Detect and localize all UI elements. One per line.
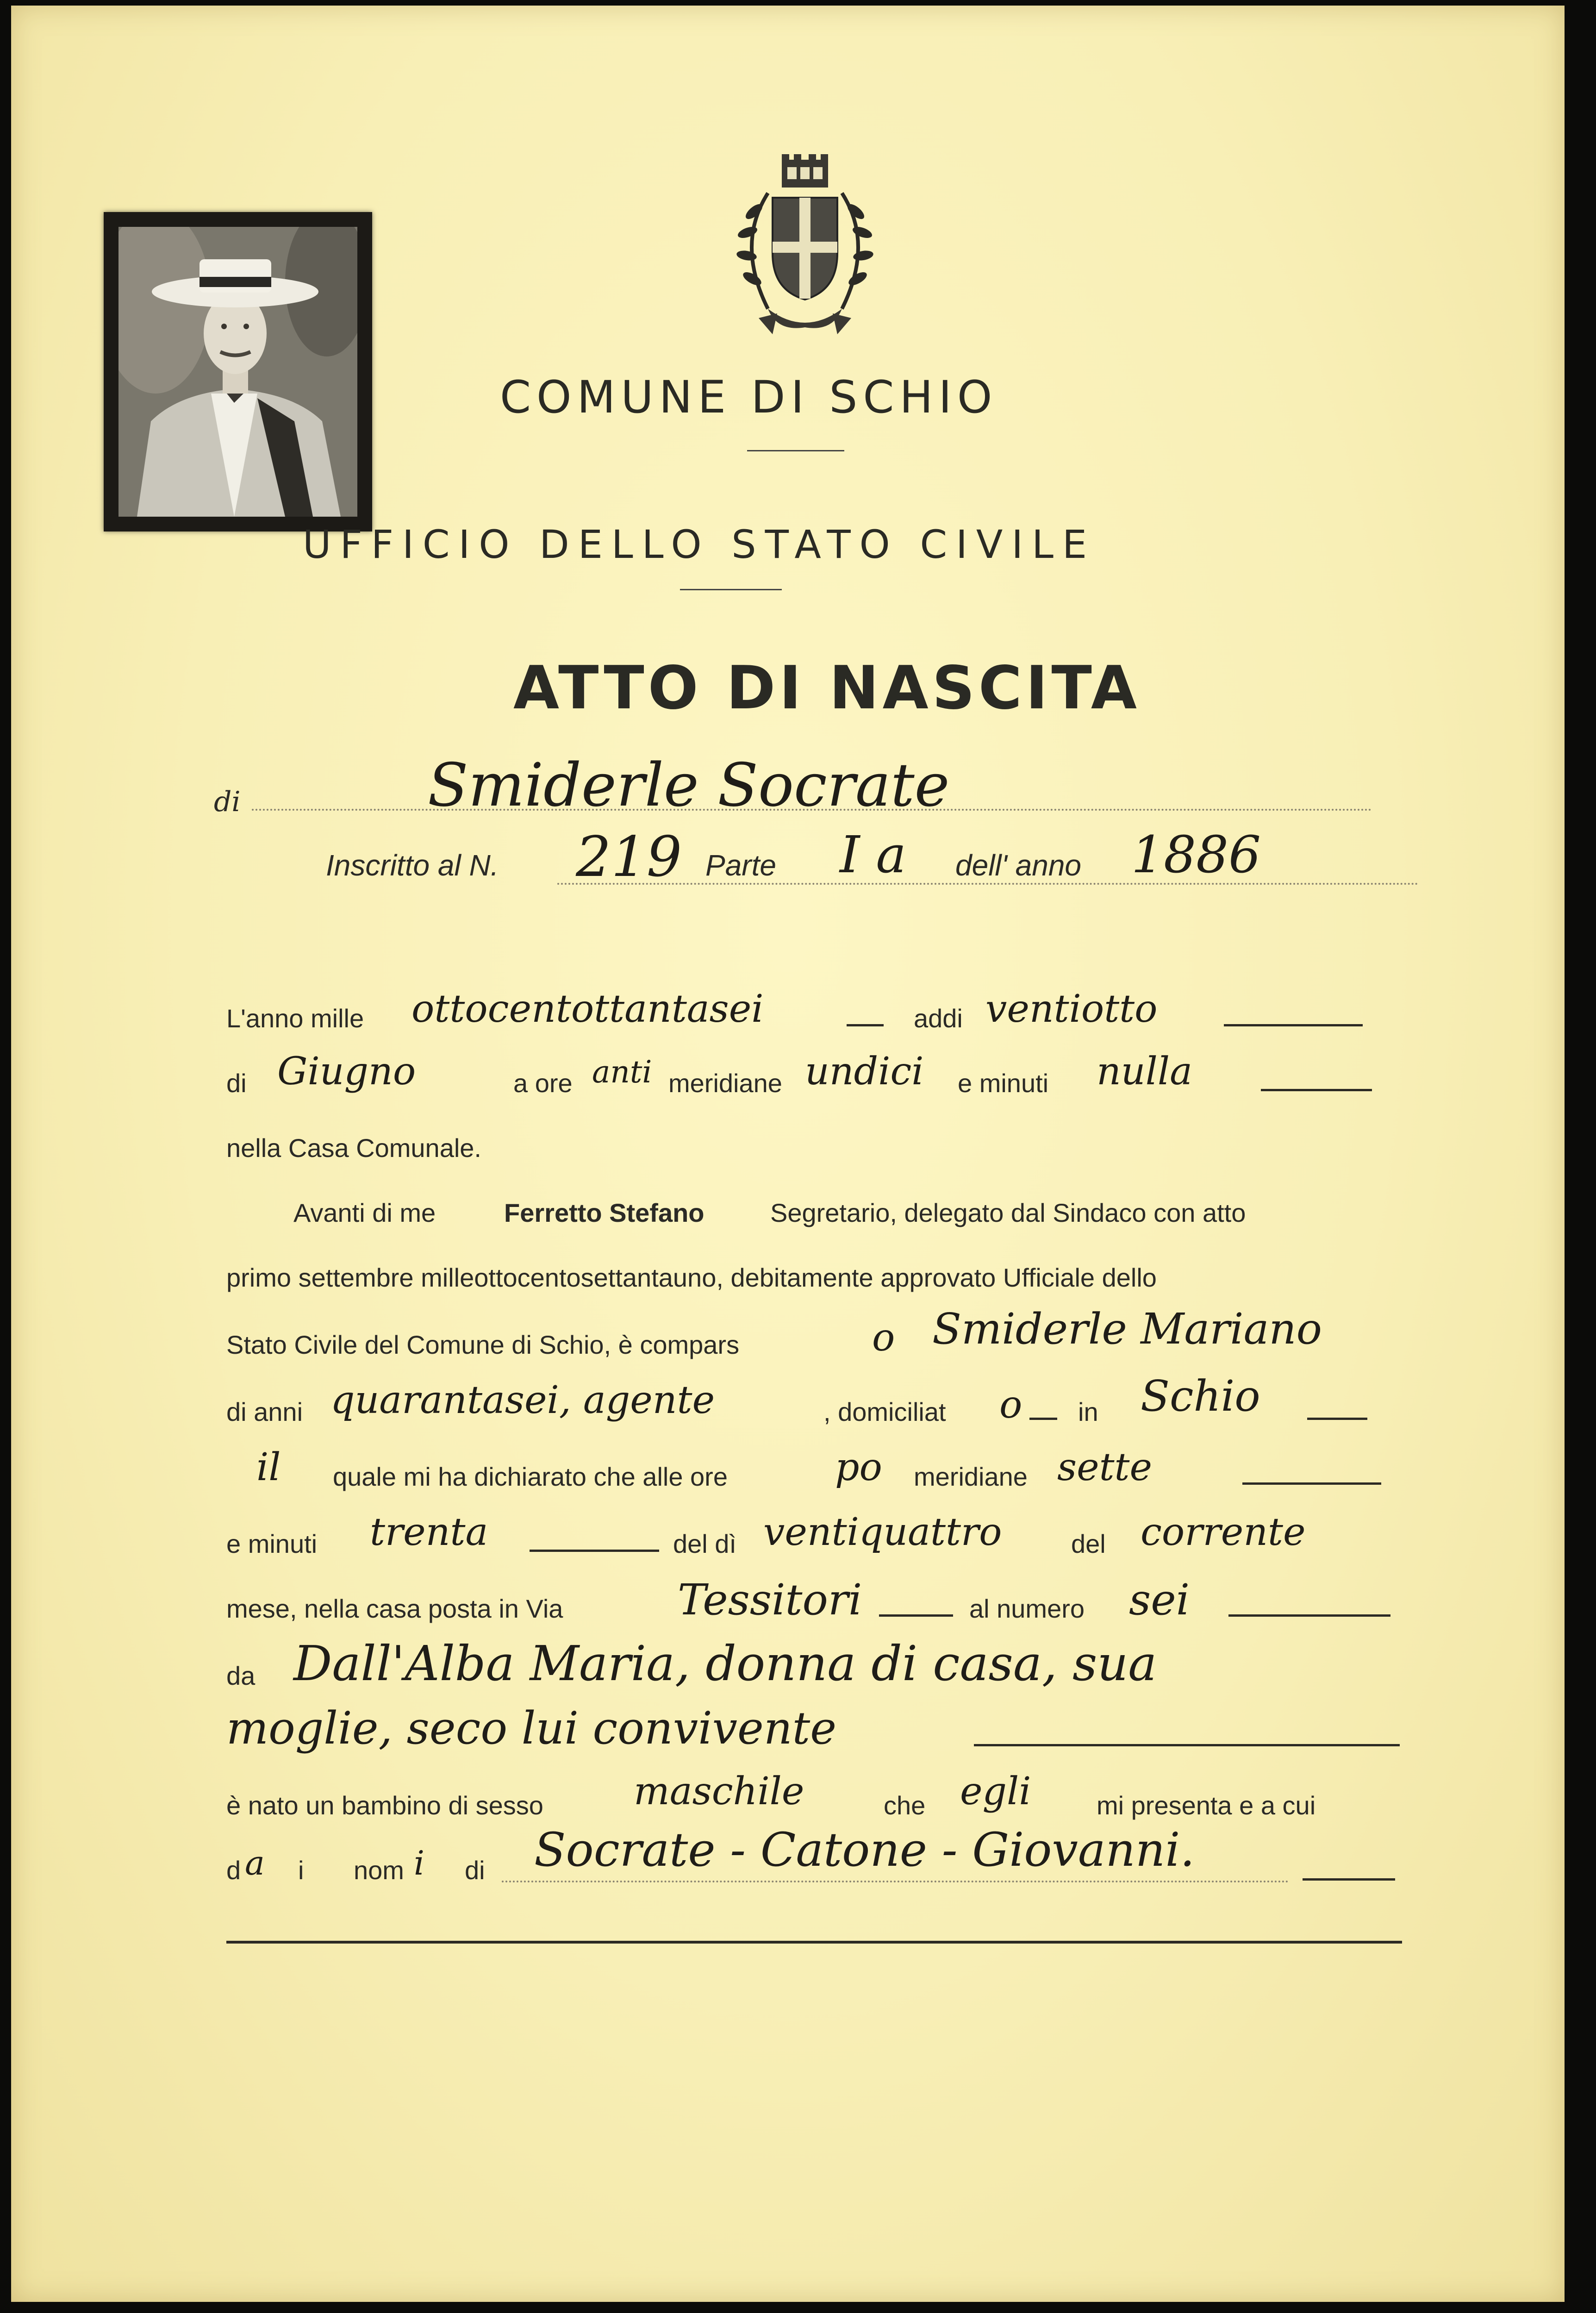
title-divider	[747, 450, 844, 451]
l1-hand-year: ottocentottantasei	[411, 987, 764, 1031]
l8-print-b: meridiane	[914, 1462, 1028, 1491]
l11-print: da	[226, 1661, 256, 1690]
l2-print-b: a ore	[513, 1069, 573, 1098]
anno-label: dell' anno	[955, 849, 1081, 882]
subject-name: Smiderle Socrate	[428, 751, 950, 820]
l1-hand-day: ventiotto	[985, 987, 1158, 1031]
portrait-figure	[118, 227, 357, 517]
l9-hand-min: trenta	[370, 1510, 488, 1554]
l8-hand-hour: sette	[1057, 1445, 1153, 1489]
l9-print-c: del	[1071, 1529, 1106, 1558]
l12-hand: moglie, seco lui convivente	[226, 1702, 837, 1754]
l10-print-a: mese, nella casa posta in Via	[226, 1594, 563, 1623]
l8-hand-il: il	[256, 1445, 281, 1489]
parte-label: Parte	[705, 849, 776, 882]
l14-print-a: d	[226, 1856, 241, 1885]
registration-number: 219	[576, 825, 682, 889]
l8-print-a: quale mi ha dichiarato che alle ore	[333, 1462, 728, 1491]
l4-print-a: Avanti di me	[293, 1198, 436, 1227]
parte-value: I a	[840, 825, 906, 884]
l6-hand-name: Smiderle Mariano	[932, 1304, 1322, 1354]
registration-year: 1886	[1131, 825, 1261, 884]
l9-print-a: e minuti	[226, 1529, 318, 1558]
l14-hand-a: a	[245, 1844, 265, 1882]
document-title: ATTO DI NASCITA	[513, 654, 1141, 723]
label-di: di	[214, 786, 241, 818]
coat-of-arms-crest	[717, 151, 893, 346]
l9-hand-day: ventiquattro	[763, 1510, 1002, 1554]
l2-print-d: e minuti	[958, 1069, 1049, 1098]
l14-hand-i: i	[414, 1844, 425, 1882]
l9-print-b: del dì	[673, 1529, 736, 1558]
l13-hand-egli: egli	[960, 1769, 1031, 1813]
l4-print-b: Segretario, delegato dal Sindaco con atto	[770, 1198, 1246, 1227]
l14-hand-names: Socrate - Catone - Giovanni.	[534, 1823, 1195, 1877]
portrait-photo	[104, 212, 372, 531]
l13-print-b: che	[884, 1791, 926, 1820]
l3-print: nella Casa Comunale.	[226, 1133, 481, 1163]
l7-print-c: in	[1078, 1397, 1098, 1426]
l1-print-a: L'anno mille	[226, 1004, 364, 1033]
closing-rule	[226, 1941, 1402, 1944]
l14-print-d: di	[465, 1856, 485, 1885]
l6-print: Stato Civile del Comune di Schio, è compars	[226, 1330, 740, 1359]
l7-hand-place: Schio	[1141, 1371, 1260, 1421]
paper-sheet	[11, 6, 1565, 2302]
l2-hand-hour: undici	[805, 1050, 924, 1094]
l7-hand-age: quarantasei, agente	[330, 1378, 715, 1422]
subtitle-divider	[680, 589, 782, 590]
l2-print-a: di	[226, 1069, 247, 1098]
l10-hand-num: sei	[1129, 1575, 1190, 1625]
l13-print-a: è nato un bambino di sesso	[226, 1791, 543, 1820]
l7-hand-o: o	[999, 1383, 1022, 1427]
l11-hand-mother: Dall'Alba Maria, donna di casa, sua	[293, 1635, 1157, 1692]
l6-hand-o: o	[872, 1316, 895, 1360]
l4-bold-name: Ferretto Stefano	[504, 1198, 704, 1227]
l9-hand-corrente: corrente	[1141, 1510, 1306, 1554]
l7-print-b: , domiciliat	[823, 1397, 946, 1426]
inscritto-label: Inscritto al N.	[326, 849, 499, 882]
l8-hand-po: po	[835, 1445, 882, 1489]
l10-hand-via: Tessitori	[678, 1575, 862, 1625]
l2-hand-min: nulla	[1097, 1050, 1192, 1094]
l2-hand-month: Giugno	[277, 1050, 416, 1094]
l2-hand-ante: anti	[592, 1054, 652, 1090]
l13-print-c: mi presenta e a cui	[1097, 1791, 1316, 1820]
l1-print-b: addi	[914, 1004, 963, 1033]
l7-print-a: di anni	[226, 1397, 303, 1426]
l13-hand-sex: maschile	[634, 1769, 804, 1813]
l14-print-c: nom	[354, 1856, 404, 1885]
l14-print-b: i	[298, 1856, 304, 1885]
l5-print: primo settembre milleottocentosettantauno, debitamente approvato Ufficiale dello	[226, 1263, 1157, 1292]
l10-print-b: al numero	[969, 1594, 1085, 1623]
ufficio-title: UFFICIO DELLO STATO CIVILE	[303, 522, 1096, 567]
comune-title: COMUNE DI SCHIO	[500, 371, 998, 423]
l2-print-c: meridiane	[668, 1069, 782, 1098]
inscritto-dotted-line	[557, 883, 1418, 885]
